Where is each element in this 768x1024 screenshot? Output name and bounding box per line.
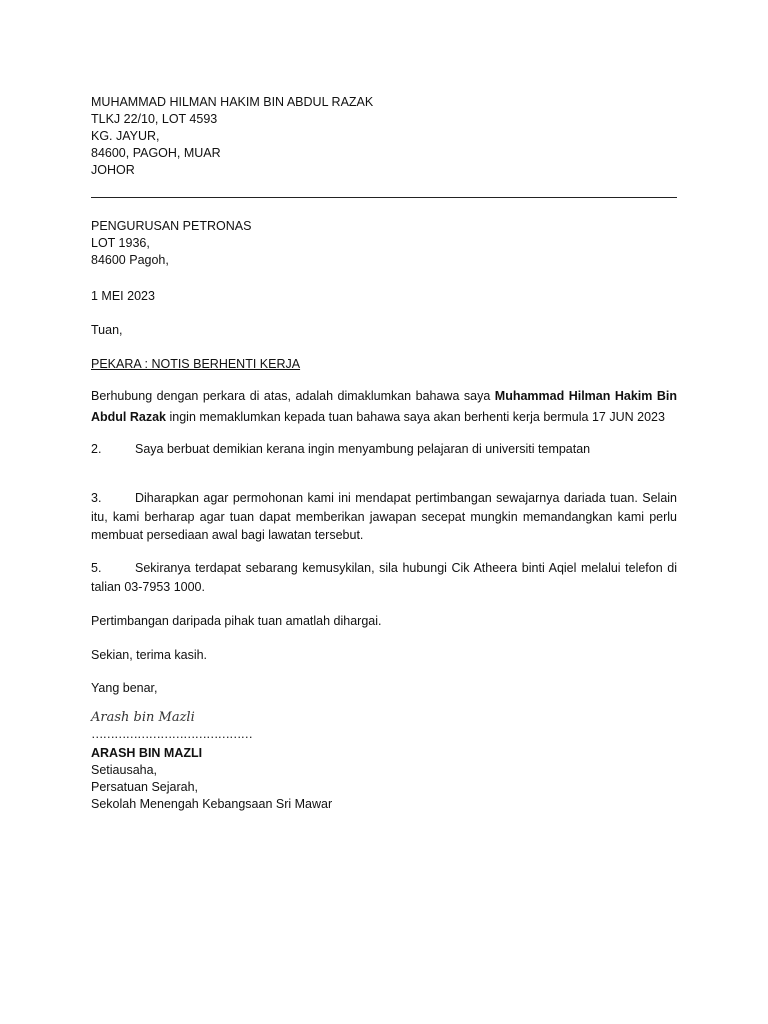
signature-dotted-line: …………………………………… xyxy=(91,727,252,741)
paragraph-2-number: 2. xyxy=(91,442,102,456)
sender-address-line4: JOHOR xyxy=(91,163,135,177)
closing-yours: Yang benar, xyxy=(91,681,158,695)
paragraph-1-line-1 xyxy=(91,388,677,405)
recipient-address-line1: LOT 1936, xyxy=(91,236,150,250)
paragraph-3-line-3: membuat persediaan awal bagi lawatan tersebut. xyxy=(91,528,364,542)
paragraph-5: Pertimbangan daripada pihak tuan amatlah dihargai. xyxy=(91,614,382,628)
paragraph-3-text-1: Diharapkan agar permohonan kami ini mendapat pertimbangan sewajarnya dariada tuan. Selain xyxy=(135,491,677,505)
signer-organization-1: Persatuan Sejarah, xyxy=(91,780,199,794)
paragraph-1-name-bold: Muhammad Hilman Hakim Bin xyxy=(494,389,678,403)
paragraph-3-line-1 xyxy=(91,490,677,507)
sender-address-line3: 84600, PAGOH, MUAR xyxy=(91,146,221,160)
sender-name: MUHAMMAD HILMAN HAKIM BIN ABDUL RAZAK xyxy=(91,95,374,109)
letter-date: 1 MEI 2023 xyxy=(91,289,155,303)
closing-thanks: Sekian, terima kasih. xyxy=(91,648,208,662)
subject-line: PEKARA : NOTIS BERHENTI KERJA xyxy=(91,357,301,371)
handwritten-signature: Arash bin Mazli xyxy=(91,710,195,725)
header-divider xyxy=(91,197,677,198)
paragraph-2 xyxy=(91,441,590,458)
paragraph-2-text: Saya berbuat demikian kerana ingin menyambung pelajaran di universiti tempatan xyxy=(135,442,591,456)
paragraph-1-name-bold-2: Abdul Razak xyxy=(91,410,167,424)
sender-address-line1: TLKJ 22/10, LOT 4593 xyxy=(91,112,218,126)
sender-address-line2: KG. JAYUR, xyxy=(91,129,160,143)
paragraph-1-text: Berhubung dengan perkara di atas, adalah dimaklumkan bahawa saya xyxy=(91,389,495,403)
signer-name: ARASH BIN MAZLI xyxy=(91,746,203,760)
paragraph-3-number: 3. xyxy=(91,491,102,505)
paragraph-4-line-1 xyxy=(91,560,677,577)
recipient-address-line2: 84600 Pagoh, xyxy=(91,253,169,267)
paragraph-4-line-2: talian 03-7953 1000. xyxy=(91,580,205,594)
paragraph-3-line-2: itu, kami berharap agar tuan dapat memberikan jawapan secepat mungkin memandangkan kami perlu xyxy=(91,510,677,524)
salutation: Tuan, xyxy=(91,323,123,337)
signer-organization-2: Sekolah Menengah Kebangsaan Sri Mawar xyxy=(91,797,333,811)
paragraph-4-number: 5. xyxy=(91,561,102,575)
signer-title: Setiausaha, xyxy=(91,763,158,777)
paragraph-1-line-2 xyxy=(91,409,665,426)
paragraph-4-text-1: Sekiranya terdapat sebarang kemusykilan, sila hubungi Cik Atheera binti Aqiel melalui telefon di xyxy=(135,561,677,575)
recipient-name: PENGURUSAN PETRONAS xyxy=(91,219,252,233)
paragraph-1-text-2: ingin memaklumkan kepada tuan bahawa saya akan berhenti kerja bermula 17 JUN 2023 xyxy=(166,410,665,424)
